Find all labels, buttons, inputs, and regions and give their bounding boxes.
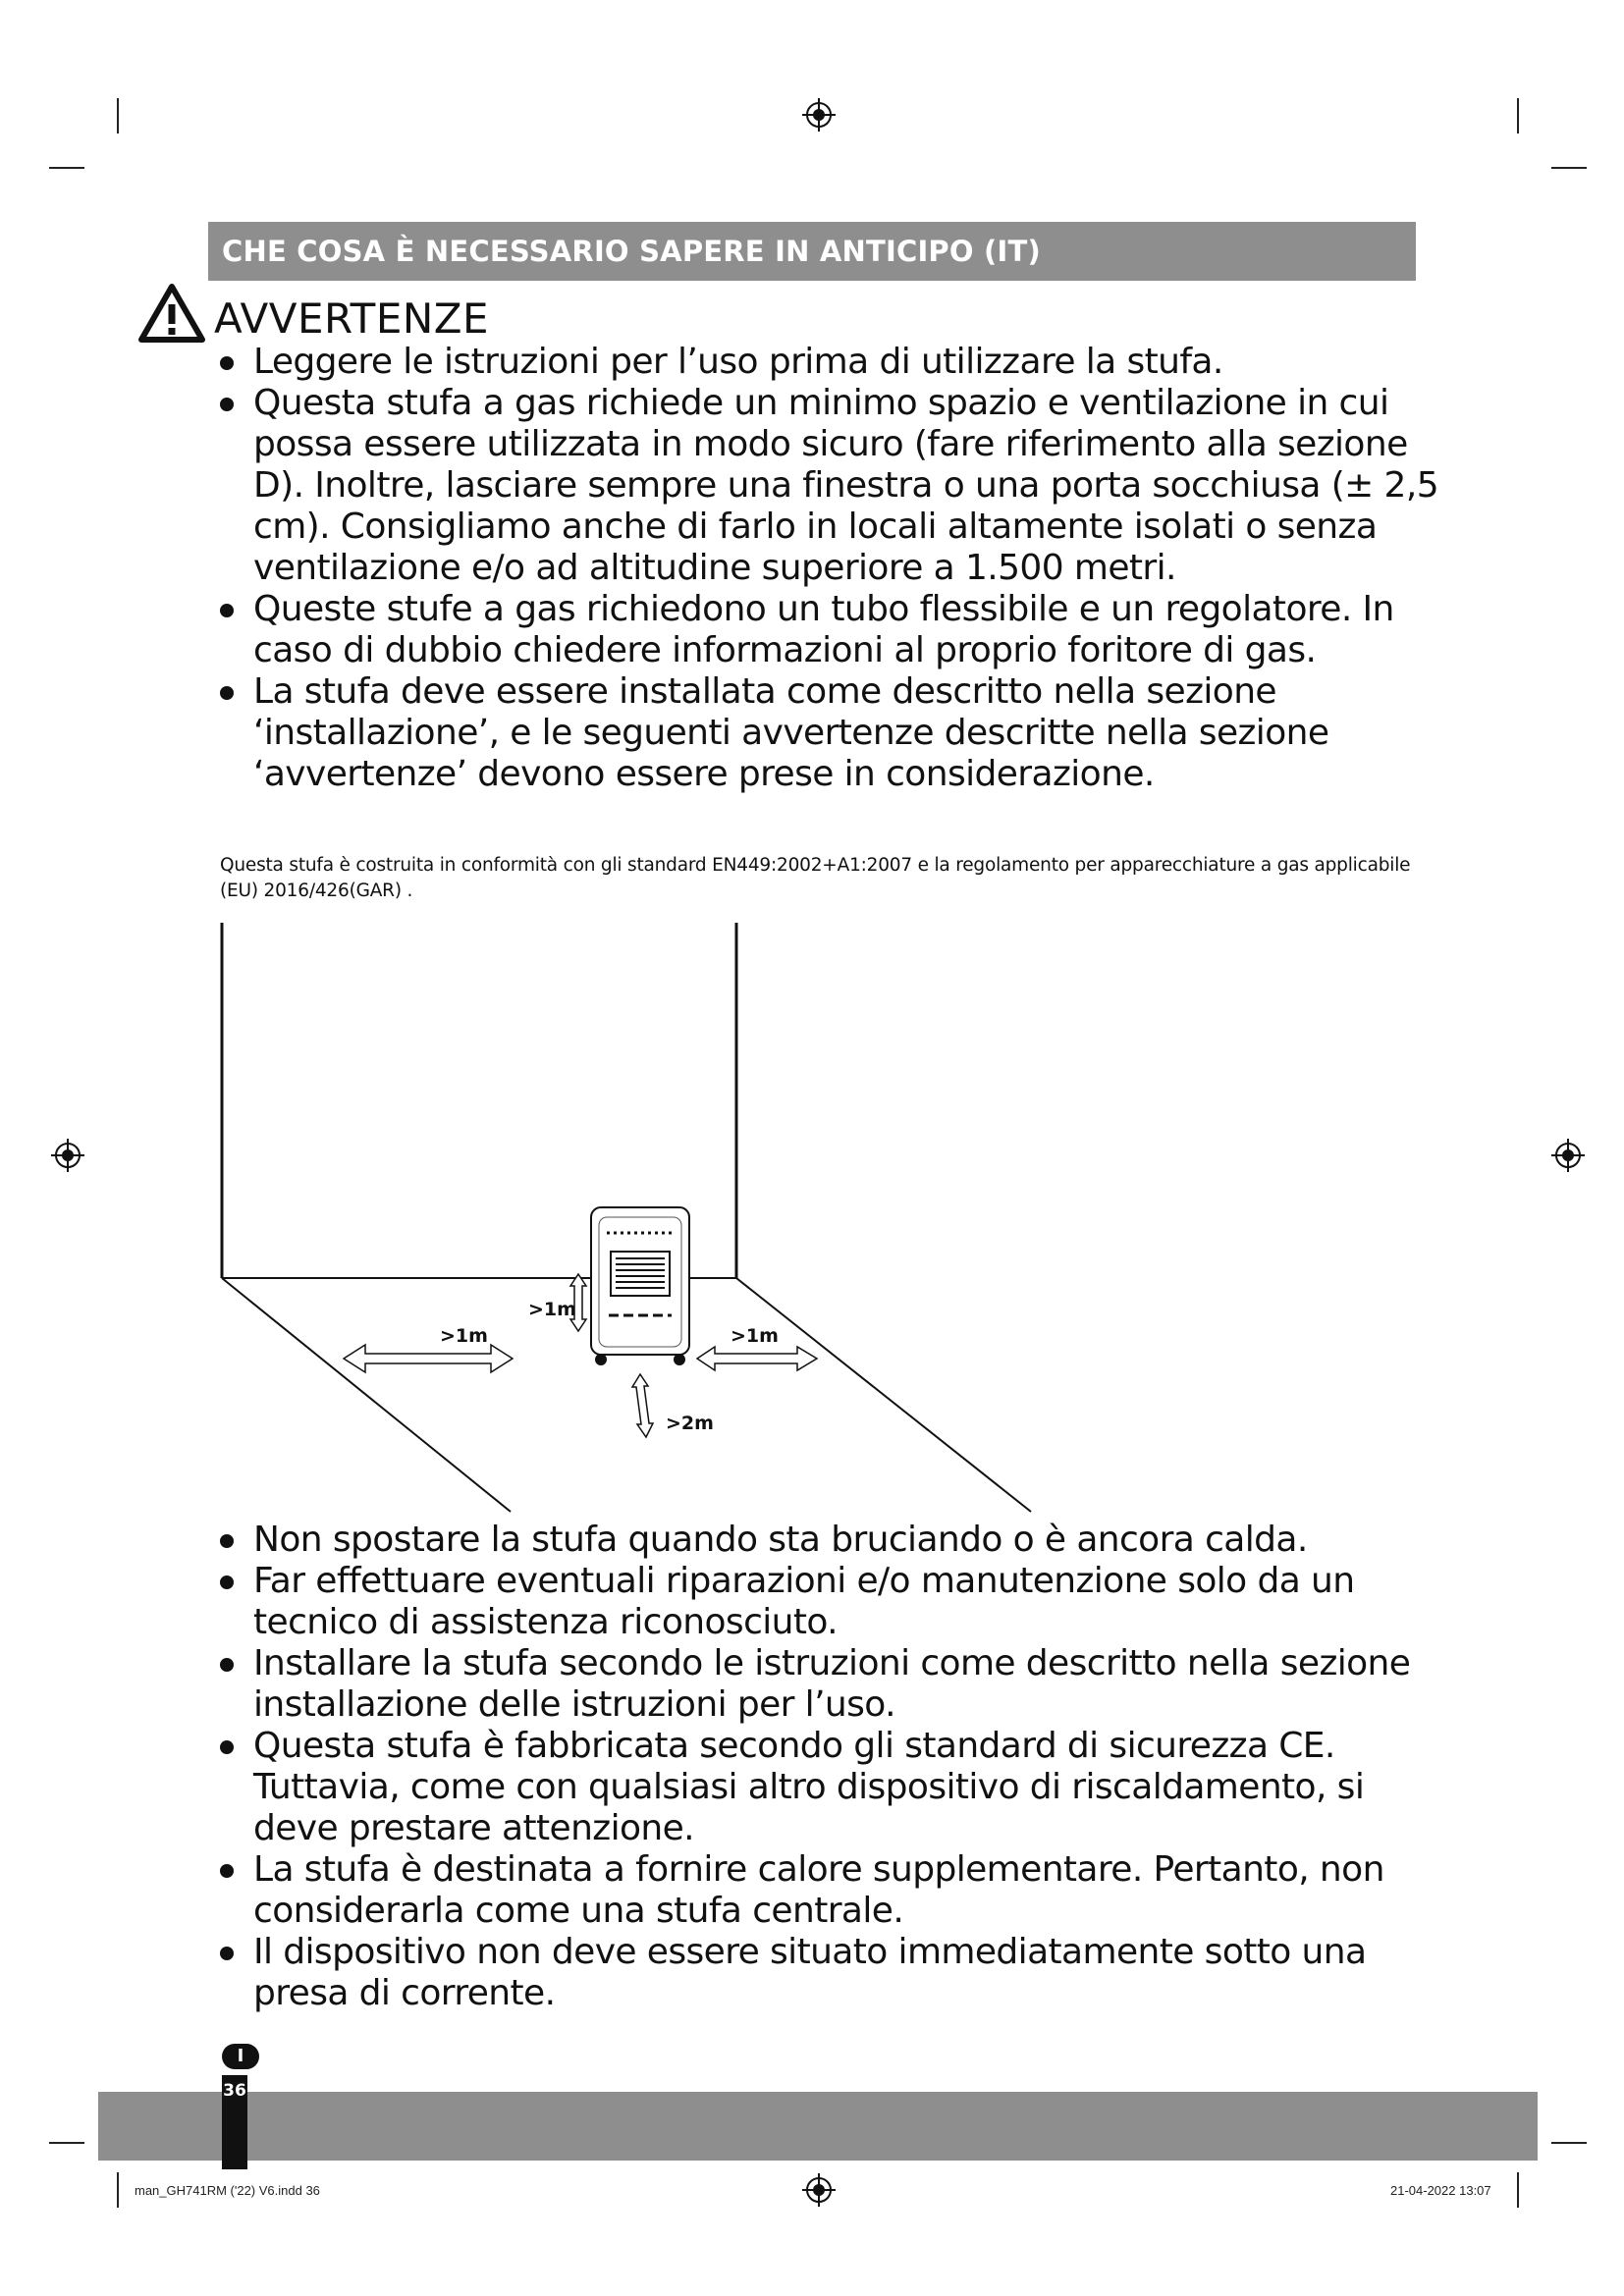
compliance-note: Questa stufa è costruita in conformità con gli standard EN449:2002+A1:2007 e la regolamento per apparecchiature a gas applicabile (EU) 2016/426(GAR) . [220,855,1411,901]
list-item: Queste stufe a gas richiedono un tubo flessibile e un regolatore. In caso di dubbio chiedere informazioni al proprio foritore di gas. [214,589,1441,671]
page-number: 36 [222,2075,247,2169]
heater-illustration [591,1207,689,1365]
print-datetime: 21-04-2022 13:07 [1390,2183,1491,2198]
language-badge: I [222,2044,259,2069]
list-item: Far effettuare eventuali riparazioni e/o manutenzione solo da un tecnico di assistenza riconosciuto. [214,1561,1441,1643]
crop-mark [1551,167,1587,169]
clearance-label-top: >1m [528,1299,576,1320]
warnings-title: AVVERTENZE [214,294,490,343]
print-file-info: man_GH741RM ('22) V6.indd 36 [135,2183,320,2198]
registration-mark-icon [802,98,836,132]
crop-mark [1517,98,1519,133]
registration-mark-icon [802,2173,836,2207]
warnings-list [214,342,1441,795]
page-footer-bar [98,2092,1538,2161]
registration-mark-icon [1551,1139,1585,1172]
section-header: CHE COSA È NECESSARIO SAPERE IN ANTICIPO (IT) [208,222,1416,281]
list-item: Installare la stufa secondo le istruzioni come descritto nella sezione installazione delle istruzioni per l’uso. [214,1643,1441,1726]
clearance-diagram [196,913,1100,1522]
crop-mark [49,167,84,169]
warning-triangle-icon [137,283,206,344]
registration-mark-icon [51,1139,84,1172]
list-item: Questa stufa a gas richiede un minimo spazio e ventilazione in cui possa essere utilizzata in modo sicuro (fare riferimento alla sezione D). Inoltre, lasciare sempre una finestra o una porta socchiusa (± 2,5 cm). Consigliamo anche di farlo in locali altamente isolati o senza ventilazione e/o ad altitudine superiore a 1.500 metri. [214,383,1441,589]
additional-warnings-list [214,1520,1441,2014]
list-item: Il dispositivo non deve essere situato immediatamente sotto una presa di corrente. [214,1932,1441,2014]
crop-mark [1551,2142,1587,2144]
crop-mark [117,2172,119,2208]
crop-mark [1517,2172,1519,2208]
clearance-label-right: >1m [731,1325,779,1347]
list-item: La stufa è destinata a fornire calore supplementare. Pertanto, non considerarla come una stufa centrale. [214,1849,1441,1932]
list-item: Non spostare la stufa quando sta bruciando o è ancora calda. [214,1520,1441,1561]
crop-mark [49,2142,84,2144]
list-item: Leggere le istruzioni per l’uso prima di utilizzare la stufa. [214,342,1441,383]
list-item: Questa stufa è fabbricata secondo gli standard di sicurezza CE. Tuttavia, come con qualsiasi altro dispositivo di riscaldamento, si deve prestare attenzione. [214,1726,1441,1849]
list-item: La stufa deve essere installata come descritto nella sezione ‘installazione’, e le seguenti avvertenze descritte nella sezione ‘avvertenze’ devono essere prese in considerazione. [214,671,1441,795]
clearance-label-left: >1m [440,1325,488,1347]
clearance-label-front: >2m [666,1413,714,1434]
crop-mark [117,98,119,133]
